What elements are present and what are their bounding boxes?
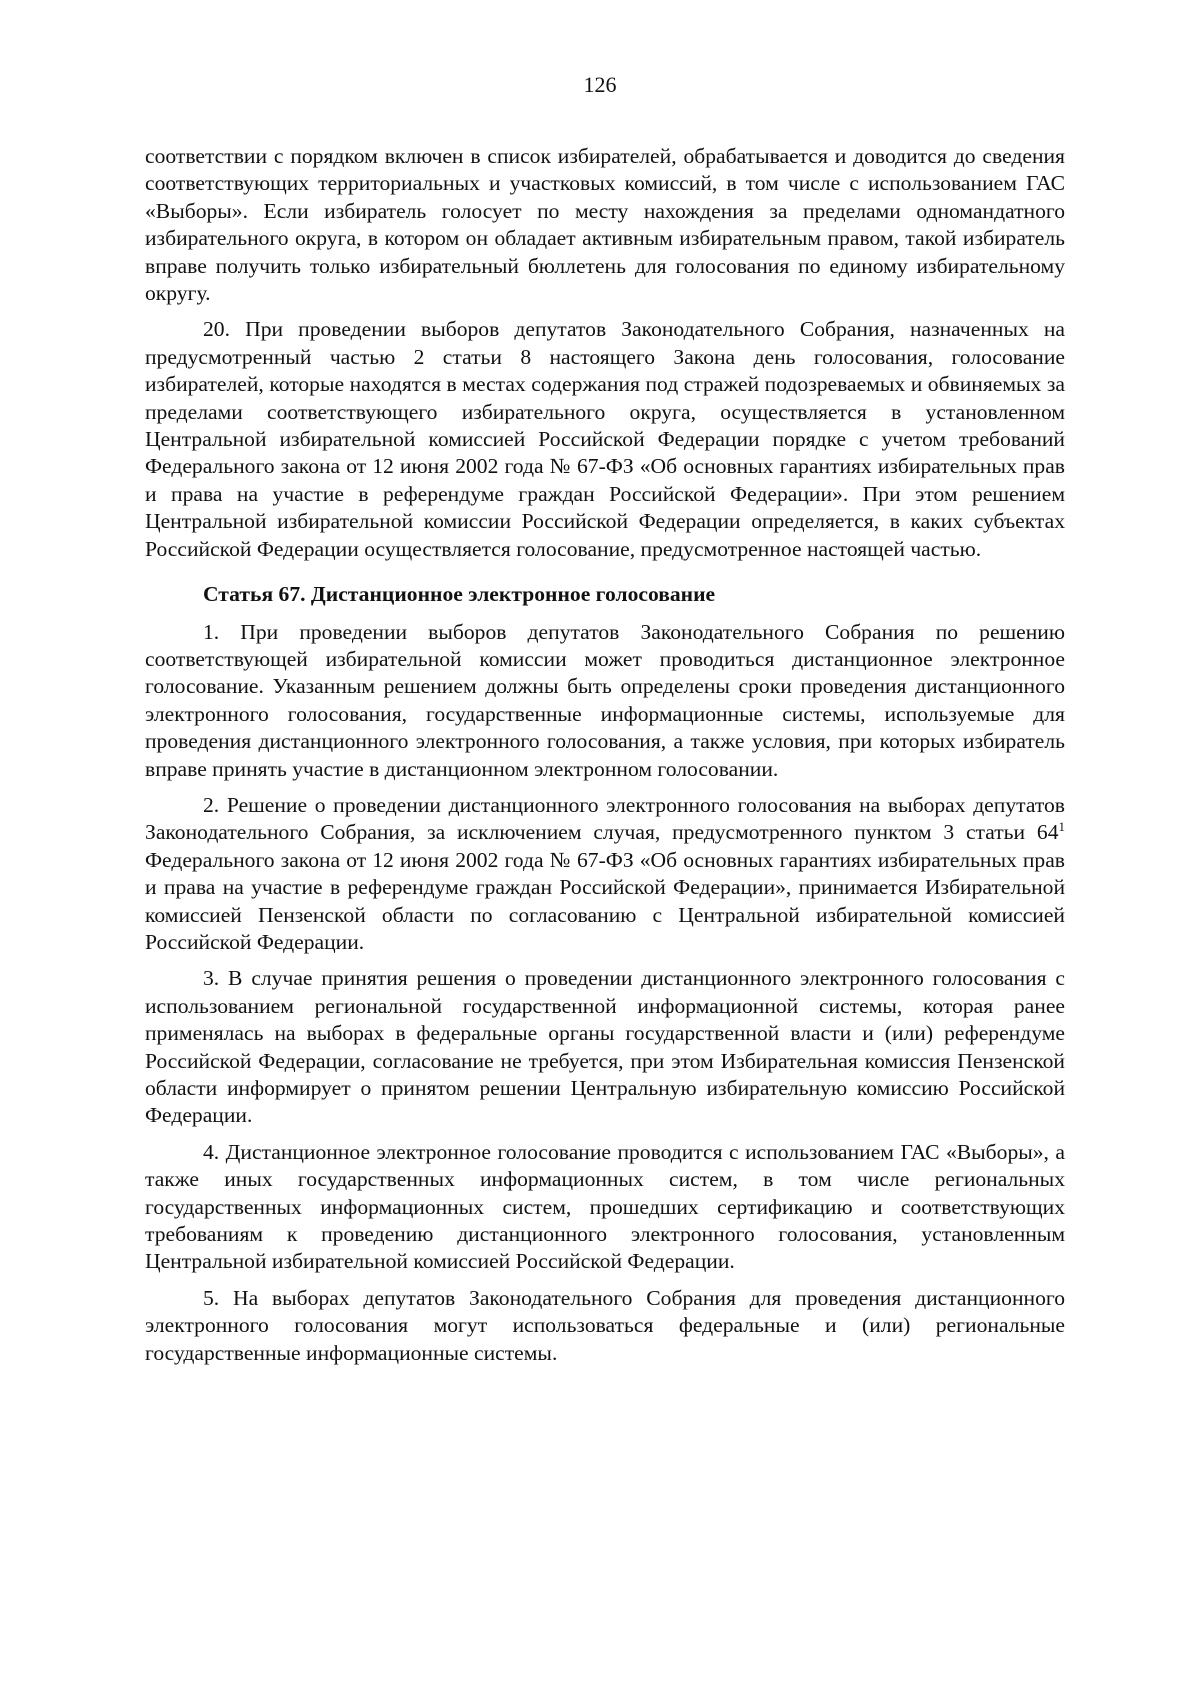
article-67-paragraph-4: 4. Дистанционное электронное голосование проводится с использованием ГАС «Выборы», а также иных государственных информационных систем, в том числе региональных государственных информационных систем, прошедших сертификацию и соответствующих требованиям к проведению дистанционного электронного голосования, установленным Центральной избирательной комиссией Российской Федерации. [145, 1139, 1065, 1274]
article-67-paragraph-2 [145, 792, 1065, 956]
superscript-index: 1 [1058, 819, 1065, 835]
paragraph-20: 20. При проведении выборов депутатов Законодательного Собрания, назначенных на предусмотренный частью 2 статьи 8 настоящего Закона день голосования, голосование избирателей, которые находятся в местах содержания под стражей подозреваемых и обвиняемых за пределами соответствующего избирательного округа, осуществляется в установленном Центральной избирательной комиссией Российской Федерации порядке с учетом требований Федерального закона от 12 июня 2002 года № 67-ФЗ «Об основных гарантиях избирательных прав и права на участие в референдуме граждан Российской Федерации». При этом решением Центральной избирательной комиссии Российской Федерации определяется, в каких субъектах Российской Федерации осуществляется голосование, предусмотренное настоящей частью. [145, 317, 1065, 561]
article-67-paragraph-5: 5. На выборах депутатов Законодательного Собрания для проведения дистанционного электронного голосования могут использоваться федеральные и (или) региональные государственные информационные системы. [145, 1285, 1065, 1365]
article-67-paragraph-3: 3. В случае принятия решения о проведении дистанционного электронного голосования с использованием региональной государственной информационной системы, которая ранее применялась на выборах в федеральные органы государственной власти и (или) референдуме Российской Федерации, согласование не требуется, при этом Избирательная комиссия Пензенской области информирует о принятом решении Центральную избирательную комиссию Российской Федерации. [145, 966, 1065, 1128]
paragraph-continuation: соответствии с порядком включен в список избирателей, обрабатывается и доводится до сведения соответствующих территориальных и участковых комиссий, в том числе с использованием ГАС «Выборы». Если избиратель голосует по месту нахождения за пределами одномандатного избирательного округа, в котором он обладает активным избирательным правом, такой избиратель вправе получить только избирательный бюллетень для голосования по единому избирательному округу. [145, 144, 1065, 306]
paragraph-2-text-before: 2. Решение о проведении дистанционного электронного голосования на выборах депутатов Законодательного Собрания, за исключением случая, предусмотренного пунктом 3 статьи 64 [145, 792, 1065, 845]
article-67-heading: Статья 67. Дистанционное электронное голосование [203, 582, 716, 607]
document-body [145, 143, 1065, 1376]
article-67-paragraph-1: 1. При проведении выборов депутатов Законодательного Собрания по решению соответствующей избирательной комиссии может проводиться дистанционное электронное голосование. Указанным решением должны быть определены сроки проведения дистанционного электронного голосования, государственные информационные системы, используемые для проведения дистанционного электронного голосования, а также условия, при которых избиратель вправе принять участие в дистанционном электронном голосовании. [145, 619, 1065, 781]
page-number: 126 [583, 72, 617, 97]
paragraph-2-text-after: Федерального закона от 12 июня 2002 года № 67-ФЗ «Об основных гарантиях избирательных прав и права на участие в референдуме граждан Российской Федерации», принимается Избирательной комиссией Пензенской области по согласованию с Центральной избирательной комиссией Российской Федерации. [145, 847, 1065, 954]
